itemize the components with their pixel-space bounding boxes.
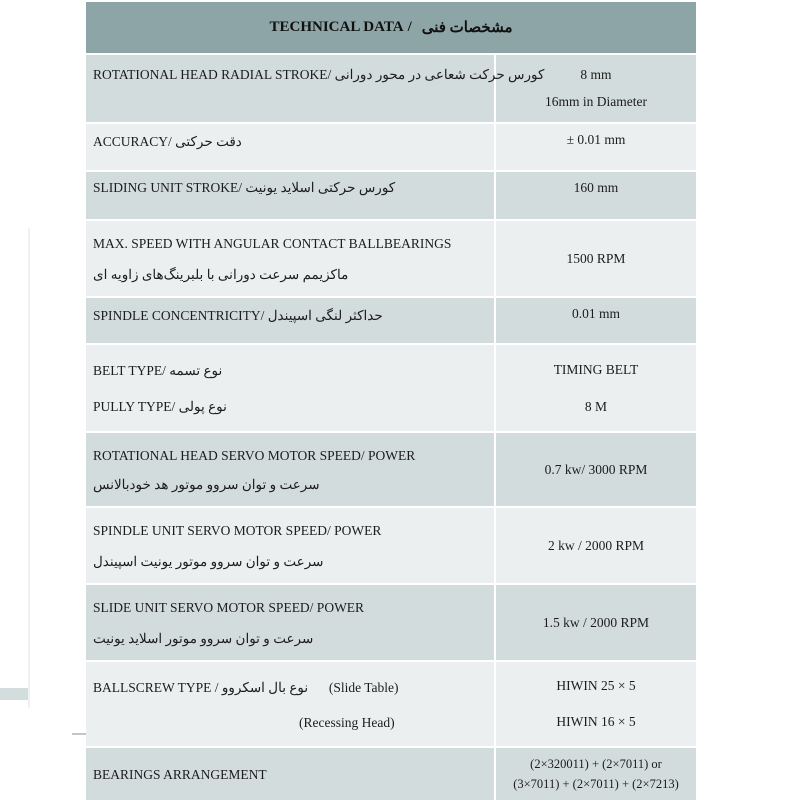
- row-radial-stroke: [86, 53, 696, 122]
- label-cell: [86, 748, 496, 800]
- technical-data-table: [86, 2, 696, 800]
- label-cell: [86, 298, 496, 343]
- label-en: BELT TYPE/: [93, 363, 166, 378]
- value: 0.01 mm: [571, 306, 620, 321]
- value-cell: [496, 433, 696, 506]
- label-cell: [86, 124, 496, 170]
- value: 1.5 kw / 2000 RPM: [542, 614, 650, 630]
- label-line: [93, 678, 486, 698]
- label-en: PULLY TYPE/: [93, 399, 176, 414]
- title-en: TECHNICAL DATA: [269, 19, 404, 35]
- label-fa: نوع پولی: [178, 399, 227, 414]
- value: ± 0.01 mm: [566, 132, 626, 147]
- row-spindle-servo: [86, 506, 696, 583]
- label-en: SPINDLE CONCENTRICITY/: [93, 308, 265, 323]
- label-fa: نوع بال اسکروو: [221, 679, 309, 695]
- label-line: [93, 361, 486, 381]
- label-fa: کورس حرکتی اسلاید یونیت: [245, 180, 396, 195]
- row-accuracy: [86, 122, 696, 170]
- value-cell: [496, 298, 696, 343]
- label-line: [93, 629, 486, 649]
- value-cell: [496, 55, 696, 122]
- label-fa: کورس حرکت شعاعی در محور دورانی: [334, 67, 545, 82]
- label-en: ACCURACY/: [93, 134, 172, 149]
- label-fa: دقت حرکتی: [175, 134, 242, 149]
- value: 160 mm: [573, 180, 619, 195]
- label-cell: [86, 172, 496, 219]
- label-line: [93, 178, 486, 198]
- value: HIWIN 25 × 5: [556, 678, 636, 693]
- row-rotational-servo: [86, 431, 696, 506]
- label-line: (Recessing Head): [299, 714, 395, 730]
- row-ballscrew: [86, 660, 696, 746]
- row-max-speed: [86, 219, 696, 296]
- page-edge-dash: [72, 733, 86, 735]
- value-cell: [496, 508, 696, 583]
- value: 8 mm: [580, 66, 612, 82]
- label-cell: [86, 221, 496, 296]
- value-cell: [496, 345, 696, 431]
- label-en: SLIDING UNIT STROKE/: [93, 180, 242, 195]
- value-cell: [496, 585, 696, 660]
- label-fa: سرعت و توان سروو موتور یونیت اسپیندل: [93, 553, 324, 569]
- label-line: MAX. SPEED WITH ANGULAR CONTACT BALLBEARINGS: [93, 236, 452, 252]
- page-edge-line: [28, 228, 30, 708]
- page-edge-fragment: [0, 688, 28, 700]
- row-belt-pully: [86, 343, 696, 431]
- table-title: [86, 2, 696, 53]
- label-note: (Slide Table): [328, 679, 399, 695]
- label-fa: نوع تسمه: [169, 363, 223, 378]
- label-line: SPINDLE UNIT SERVO MOTOR SPEED/ POWER: [93, 523, 382, 539]
- value: TIMING BELT: [553, 361, 639, 377]
- value-cell: [496, 172, 696, 219]
- label-line: [93, 306, 486, 326]
- value: (3×7011) + (2×7011) + (2×7213): [513, 777, 679, 791]
- title-fa: مشخصات فنی: [421, 20, 513, 36]
- value-cell: [496, 662, 696, 746]
- label-line: [93, 475, 486, 495]
- value: 1500 RPM: [566, 250, 626, 266]
- label-cell: [86, 55, 545, 122]
- row-slide-servo: [86, 583, 696, 660]
- label-cell: [86, 433, 496, 506]
- label-en: ROTATIONAL HEAD RADIAL STROKE/: [93, 67, 332, 82]
- label-cell: [86, 508, 496, 583]
- label-line: [93, 132, 486, 152]
- label-line: [93, 552, 486, 572]
- label-line: BEARINGS ARRANGEMENT: [93, 767, 267, 782]
- label-fa: سرعت و توان سروو موتور اسلاید یونیت: [93, 630, 314, 646]
- label-line: [93, 397, 486, 417]
- value: 8 M: [584, 398, 608, 414]
- label-fa: ماکزیمم سرعت دورانی با بلبرینگ‌های زاویه ای: [93, 266, 349, 282]
- label-fa: حداکثر لنگی اسپیندل: [267, 308, 383, 323]
- value-cell: [496, 221, 696, 296]
- value: 2 kw / 2000 RPM: [547, 537, 645, 553]
- label-line: ROTATIONAL HEAD SERVO MOTOR SPEED/ POWER: [93, 447, 416, 463]
- label-line: [93, 265, 486, 285]
- label-en: BALLSCREW TYPE /: [93, 679, 219, 695]
- label-line: [93, 65, 545, 85]
- value: (2×320011) + (2×7011) or: [530, 757, 662, 771]
- row-bearings: [86, 746, 696, 800]
- row-spindle-concentricity: [86, 296, 696, 343]
- label-line: SLIDE UNIT SERVO MOTOR SPEED/ POWER: [93, 600, 365, 616]
- label-cell: [86, 345, 496, 431]
- value: 0.7 kw/ 3000 RPM: [544, 461, 648, 477]
- value-cell: [496, 124, 696, 170]
- value-cell: [496, 748, 696, 800]
- row-sliding-stroke: [86, 170, 696, 219]
- value: HIWIN 16 × 5: [556, 714, 636, 729]
- label-cell: [86, 662, 496, 746]
- label-cell: [86, 585, 496, 660]
- value: 16mm in Diameter: [545, 94, 647, 110]
- title-separator: /: [407, 19, 412, 35]
- label-fa: سرعت و توان سروو موتور هد خودبالانس: [93, 477, 320, 493]
